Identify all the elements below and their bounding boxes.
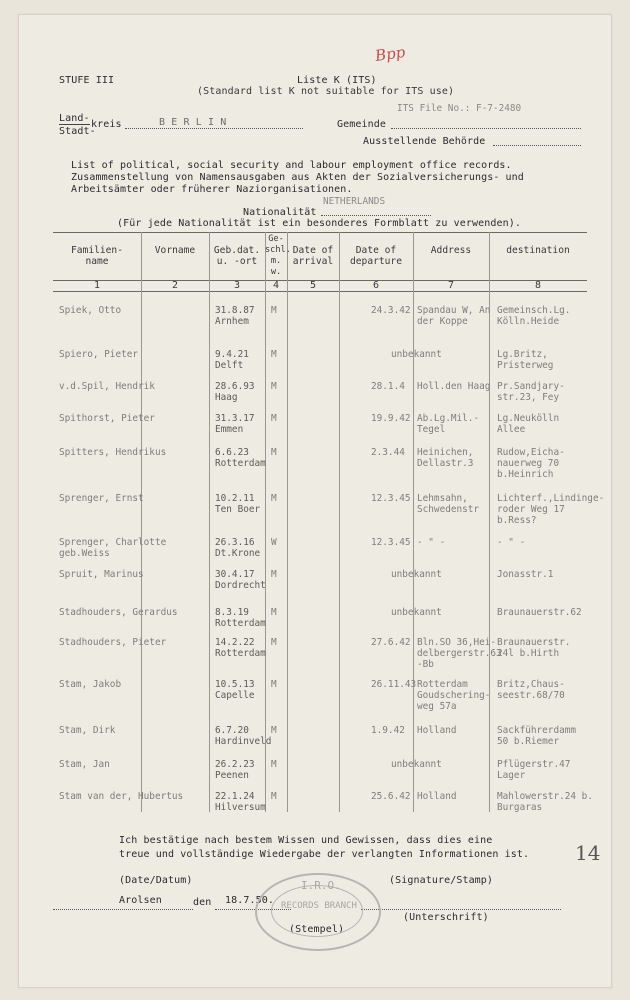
- column-header: Ge- schl. m. w.: [265, 234, 291, 277]
- behoerde-dotted-line: [493, 145, 581, 146]
- cell-destination: Britz,Chaus- seestr.68/70: [497, 679, 565, 701]
- cell-address: Heinichen, Dellastr.3: [417, 447, 474, 469]
- column-divider: [413, 232, 414, 812]
- date-value: 18.7.50.: [225, 895, 274, 906]
- cell-birth: 26.3.16 Dt.Krone: [215, 537, 261, 559]
- cell-family-name: Sprenger, Ernst: [59, 493, 144, 504]
- cell-sex: M: [271, 791, 277, 802]
- nationality-note: (Für jede Nationalität ist ein besonderes Formblatt zu verwenden).: [117, 218, 521, 229]
- stadt-label: Stadt-: [59, 126, 96, 137]
- cell-family-name: Spiek, Otto: [59, 305, 122, 316]
- column-header: Familien- name: [71, 245, 123, 267]
- nationality-label: Nationalität: [243, 207, 317, 218]
- cell-destination: Sackführerdamm 50 b.Riemer: [497, 725, 577, 747]
- cell-birth: 31.8.87 Arnhem: [215, 305, 255, 327]
- nationality-dotted-line: [321, 215, 431, 216]
- cell-sex: M: [271, 569, 277, 580]
- cell-address: Rotterdam Goudschering- weg 57a: [417, 679, 491, 712]
- cell-departure: 19.9.42: [371, 413, 411, 424]
- confirm-line-1: Ich bestätige nach bestem Wissen und Gewissen, dass dies eine: [119, 835, 493, 846]
- date-label: (Date/Datum): [119, 875, 193, 886]
- column-number: 8: [534, 280, 542, 291]
- column-number: 1: [93, 280, 101, 291]
- table-number-rule: [53, 291, 587, 292]
- cell-destination: Pflügerstr.47 Lager: [497, 759, 571, 781]
- place-dotted-line: [53, 909, 193, 910]
- cell-birth: 9.4.21 Delft: [215, 349, 249, 371]
- cell-destination: Gemeinsch.Lg. Kölln.Heide: [497, 305, 571, 327]
- nationality-value: NETHERLANDS: [323, 196, 386, 207]
- its-file-number: ITS File No.: F-7-2480: [397, 103, 522, 114]
- cell-sex: M: [271, 305, 277, 316]
- cell-birth: 14.2.22 Rotterdam: [215, 637, 266, 659]
- cell-departure: unbekannt: [391, 759, 442, 770]
- column-divider: [141, 232, 142, 812]
- cell-sex: M: [271, 447, 277, 458]
- cell-family-name: Spithorst, Pieter: [59, 413, 155, 424]
- cell-destination: Jonasstr.1: [497, 569, 554, 580]
- cell-departure: 24.3.42: [371, 305, 411, 316]
- cell-destination: Lg.Neukölln Allee: [497, 413, 560, 435]
- cell-sex: M: [271, 413, 277, 424]
- cell-family-name: Spruit, Marinus: [59, 569, 144, 580]
- cell-destination: Rudow,Eicha- nauerweg 70 b.Heinrich: [497, 447, 565, 480]
- table-top-rule: [53, 232, 587, 233]
- stempel-label: (Stempel): [289, 924, 345, 935]
- cell-address: Holland: [417, 791, 457, 802]
- cell-destination: - " -: [497, 537, 526, 548]
- cell-birth: 6.6.23 Rotterdam: [215, 447, 266, 469]
- cell-family-name: Sprenger, Charlotte geb.Weiss: [59, 537, 167, 559]
- cell-birth: 30.4.17 Dordrecht: [215, 569, 266, 591]
- cell-departure: unbekannt: [391, 349, 442, 360]
- cell-sex: M: [271, 493, 277, 504]
- column-number: 6: [372, 280, 380, 291]
- cell-family-name: Stam, Jan: [59, 759, 110, 770]
- cell-family-name: Spitters, Hendrikus: [59, 447, 167, 458]
- handwritten-page-number: 14: [575, 841, 601, 865]
- unterschrift-label: (Unterschrift): [403, 912, 489, 923]
- cell-destination: Pr.Sandjary- str.23, Fey: [497, 381, 565, 403]
- cell-birth: 10.2.11 Ten Boer: [215, 493, 261, 515]
- cell-birth: 26.2.23 Peenen: [215, 759, 255, 781]
- cell-sex: W: [271, 537, 277, 548]
- cell-departure: 12.3.45: [371, 493, 411, 504]
- cell-birth: 10.5.13 Capelle: [215, 679, 255, 701]
- cell-sex: M: [271, 381, 277, 392]
- signature-label: (Signature/Stamp): [389, 875, 494, 886]
- cell-departure: unbekannt: [391, 569, 442, 580]
- standard-note: (Standard list K not suitable for ITS use): [197, 86, 455, 97]
- iro-stamp-inner: [271, 885, 363, 937]
- column-number: 4: [272, 280, 280, 291]
- gemeinde-dotted-line: [391, 128, 581, 129]
- cell-destination: Mahlowerstr.24 b. Burgaras: [497, 791, 593, 813]
- column-header: Date of departure: [350, 245, 402, 267]
- column-number: 2: [171, 280, 179, 291]
- liste-title: Liste K (ITS): [297, 75, 377, 86]
- cell-departure: 12.3.45: [371, 537, 411, 548]
- cell-departure: 28.1.4: [371, 381, 405, 392]
- cell-sex: M: [271, 349, 277, 360]
- column-divider: [287, 232, 288, 812]
- cell-address: - " -: [417, 537, 446, 548]
- cell-address: Holland: [417, 725, 457, 736]
- cell-address: Ab.Lg.Mil.- Tegel: [417, 413, 480, 435]
- kreis-value: B E R L I N: [159, 117, 227, 128]
- cell-family-name: Stam van der, Hubertus: [59, 791, 184, 802]
- cell-departure: 25.6.42: [371, 791, 411, 802]
- cell-address: Lehmsahn, Schwedenstr: [417, 493, 480, 515]
- column-header: Date of arrival: [292, 245, 334, 267]
- document-sheet: [18, 14, 612, 988]
- column-number: 5: [309, 280, 317, 291]
- cell-family-name: Spiero, Pieter: [59, 349, 139, 360]
- cell-destination: Braunauerstr.62: [497, 607, 582, 618]
- cell-family-name: v.d.Spil, Hendrik: [59, 381, 155, 392]
- signature-dotted-line: [361, 909, 561, 910]
- cell-family-name: Stam, Dirk: [59, 725, 116, 736]
- iro-stamp-mid-text: RECORDS BRANCH: [281, 901, 357, 911]
- confirm-line-2: treue und vollständige Wiedergabe der verlangten Informationen ist.: [119, 849, 530, 860]
- cell-departure: unbekannt: [391, 607, 442, 618]
- cell-address: Holl.den Haag: [417, 381, 491, 392]
- cell-birth: 22.1.24 Hilversum: [215, 791, 266, 813]
- cell-birth: 31.3.17 Emmen: [215, 413, 255, 435]
- stufe-label: STUFE III: [59, 75, 115, 86]
- column-header: Vorname: [154, 245, 196, 256]
- column-divider: [339, 232, 340, 812]
- column-header: Geb.dat. u. -ort: [213, 245, 261, 267]
- cell-address: Spandau W, An der Koppe: [417, 305, 491, 327]
- land-label: Land-: [59, 113, 90, 124]
- cell-birth: 6.7.20 Hardinveld: [215, 725, 272, 747]
- kreis-dotted-line: [125, 128, 303, 129]
- cell-departure: 27.6.42: [371, 637, 411, 648]
- cell-destination: Braunauerstr. 24l b.Hirth: [497, 637, 571, 659]
- cell-birth: 8.3.19 Rotterdam: [215, 607, 266, 629]
- cell-departure: 26.11.43: [371, 679, 417, 690]
- cell-sex: M: [271, 637, 277, 648]
- gemeinde-label: Gemeinde: [337, 119, 386, 130]
- cell-sex: M: [271, 759, 277, 770]
- column-number: 7: [447, 280, 455, 291]
- cell-destination: Lichterf.,Lindinge- roder Weg 17 b.Ress?: [497, 493, 605, 526]
- red-handwritten-annotation: Bpp: [373, 42, 407, 66]
- cell-family-name: Stam, Jakob: [59, 679, 122, 690]
- kreis-label: kreis: [91, 119, 122, 130]
- column-header: Address: [430, 245, 472, 256]
- behoerde-label: Ausstellende Behörde: [363, 136, 486, 147]
- column-header: destination: [506, 245, 570, 256]
- cell-sex: M: [271, 679, 277, 690]
- cell-departure: 1.9.42: [371, 725, 405, 736]
- cell-destination: Lg.Britz, Pristerweg: [497, 349, 554, 371]
- intro-line-1: List of political, social security and labour employment office records.: [71, 160, 512, 171]
- intro-line-2: Zusammenstellung von Namensausgaben aus Akten der Sozialversicherungs- und: [71, 172, 524, 183]
- cell-departure: 2.3.44: [371, 447, 405, 458]
- cell-family-name: Stadhouders, Gerardus: [59, 607, 178, 618]
- cell-family-name: Stadhouders, Pieter: [59, 637, 167, 648]
- intro-line-3: Arbeitsämter oder früherer Naziorganisationen.: [71, 184, 353, 195]
- column-number: 3: [233, 280, 241, 291]
- place-value: Arolsen: [119, 895, 162, 906]
- cell-sex: M: [271, 607, 277, 618]
- cell-sex: M: [271, 725, 277, 736]
- cell-birth: 28.6.93 Haag: [215, 381, 255, 403]
- column-divider: [209, 232, 210, 812]
- iro-stamp-top-text: I.R.O.: [301, 879, 341, 892]
- cell-address: Bln.SO 36,Hei- delbergerstr.63 -Bb: [417, 637, 502, 670]
- den-label: den: [193, 897, 212, 908]
